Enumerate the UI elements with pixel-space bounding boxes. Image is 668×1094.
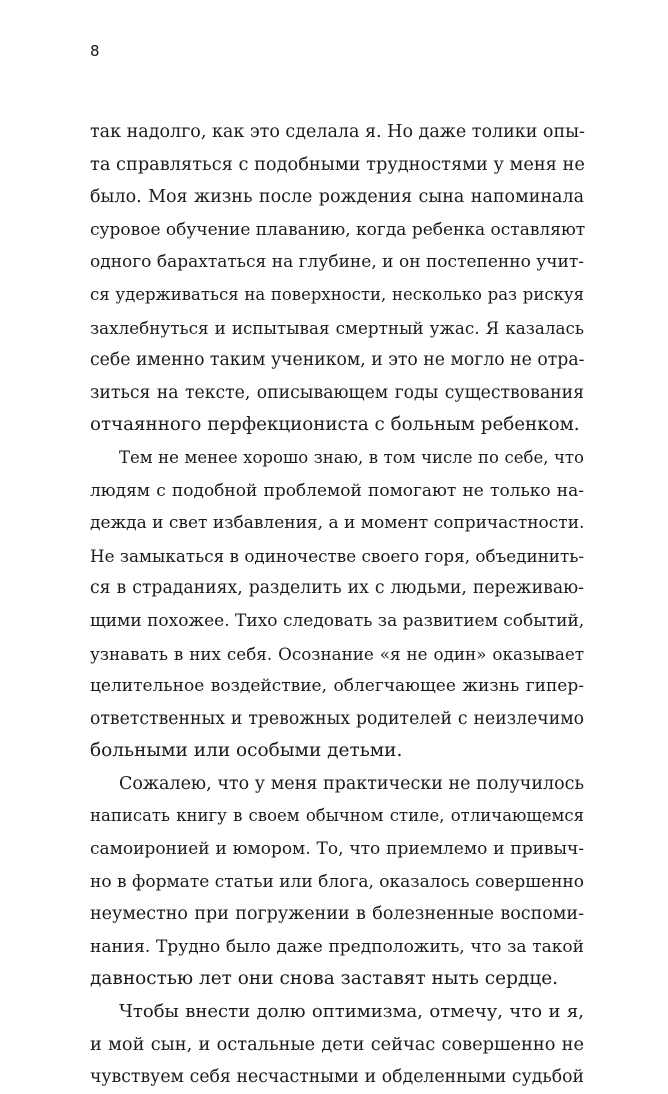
text-line: ответственных и тревожных родителей с неизлечимо bbox=[90, 708, 584, 729]
text-line: дежда и свет избавления, а и момент сопричастности. bbox=[90, 513, 585, 534]
text-line: и мой сын, и остальные дети сейчас совершенно не bbox=[90, 1034, 584, 1055]
page-number: 8 bbox=[90, 42, 100, 60]
text-line: Чтобы внести долю оптимизма, отмечу, что и я, bbox=[119, 1001, 584, 1023]
text-line: Не замыкаться в одиночестве своего горя, объединить- bbox=[90, 545, 584, 566]
text-line: людям с подобной проблемой помогают не только на- bbox=[90, 480, 584, 501]
text-line: но в формате статьи или блога, оказалось совершенно bbox=[90, 871, 584, 892]
text-line: давностью лет они снова заставят ныть сердце. bbox=[90, 968, 559, 990]
text-line: Сожалею, что у меня практически не получилось bbox=[119, 773, 584, 794]
text-line: больными или особыми детьми. bbox=[90, 740, 403, 762]
text-line: зиться на тексте, описывающем годы существования bbox=[90, 382, 584, 403]
text-line: ся в страданиях, разделить их с людьми, переживаю- bbox=[90, 578, 584, 599]
text-line: отчаянного перфекциониста с больным ребенком. bbox=[90, 414, 580, 436]
text-line: та справляться с подобными трудностями у меня не bbox=[90, 154, 585, 175]
text-line: ся удерживаться на поверхности, несколько раз рискуя bbox=[90, 284, 584, 304]
text-line: чувствуем себя несчастными и обделенными судьбой bbox=[90, 1067, 584, 1088]
text-line: Тем не менее хорошо знаю, в том числе по себе, что bbox=[119, 447, 584, 467]
text-line: захлебнуться и испытывая смертный ужас. Я казалась bbox=[90, 317, 584, 338]
text-line: написать книгу в своем обычном стиле, отличающемся bbox=[90, 806, 584, 826]
text-line: самоиронией и юмором. То, что приемлемо и привыч- bbox=[90, 839, 584, 860]
text-line: было. Моя жизнь после рождения сына напоминала bbox=[90, 187, 584, 208]
text-line: щими похожее. Тихо следовать за развитием событий, bbox=[90, 610, 585, 631]
text-line: одного барахтаться на глубине, и он постепенно учит- bbox=[90, 252, 584, 273]
body-text bbox=[90, 116, 584, 1094]
text-line: неуместно при погружении в болезненные воспоми- bbox=[90, 904, 584, 925]
text-line: целительное воздействие, облегчающее жизнь гипер- bbox=[90, 676, 584, 697]
text-line: узнавать в них себя. Осознание «я не один» оказывает bbox=[90, 643, 584, 664]
text-line: нания. Трудно было даже предположить, что за такой bbox=[90, 936, 584, 957]
text-line: так надолго, как это сделала я. Но даже толики опы- bbox=[90, 122, 585, 142]
text-line: суровое обучение плаванию, когда ребенка оставляют bbox=[90, 219, 586, 240]
text-line: себе именно таким учеником, и это не могло не отра- bbox=[90, 350, 585, 371]
